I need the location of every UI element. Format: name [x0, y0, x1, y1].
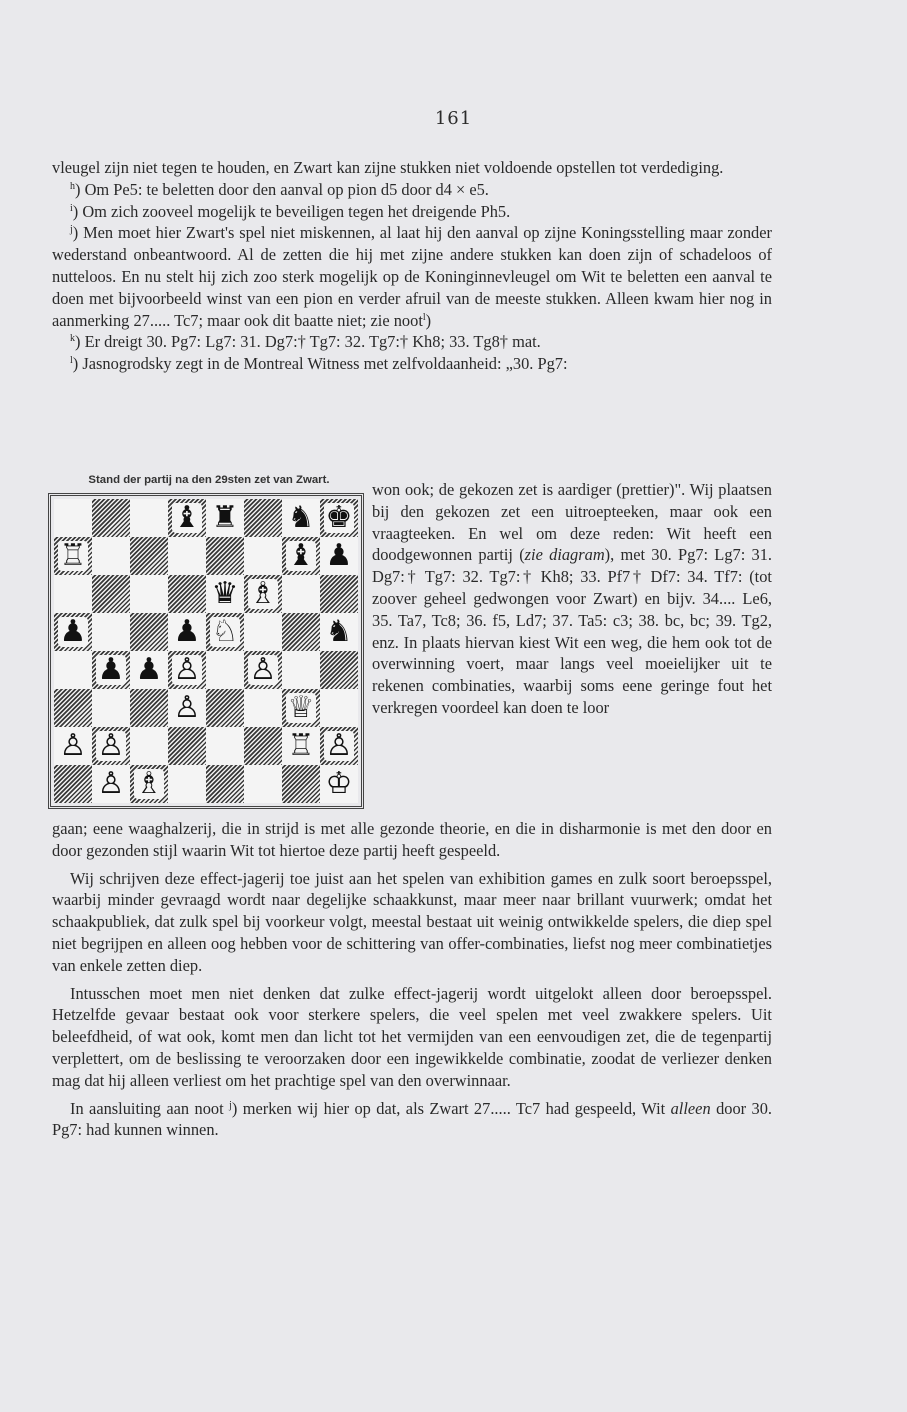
chess-piece: ♗ [249, 576, 277, 611]
board-square [92, 765, 130, 803]
chess-piece: ♖ [287, 728, 315, 763]
note-i: $^i$) Om zich zooveel mogelijk te beveiligen tegen het dreigende Ph5. [70, 201, 511, 221]
board-square [54, 727, 92, 765]
chess-piece: ♙ [97, 728, 125, 763]
paragraph: vleugel zijn niet tegen te houden, en Zwart kan zijne stukken niet voldoende opstellen tot verdediging. [52, 158, 724, 177]
chess-piece: ♟ [325, 538, 353, 573]
chess-piece: ♚ [325, 500, 353, 535]
diagram-caption: Stand der partij na den 29sten zet van Zwart. [88, 474, 330, 486]
board-square [244, 765, 282, 803]
chess-piece: ♞ [325, 614, 353, 649]
page-number: 161 [434, 108, 473, 129]
chess-piece: ♖ [59, 538, 87, 573]
paragraph: gaan; eene waaghalzerij, die in strijd is met alle gezonde theorie, en die in disharmonie is met den door en door gezonden stijl waarin Wit tot hiertoe deze partij heeft gespeeld. [52, 819, 772, 860]
chess-piece: ♛ [211, 576, 239, 611]
chess-piece: ♙ [249, 652, 277, 687]
chess-piece: ♜ [211, 500, 239, 535]
chess-piece: ♕ [287, 690, 315, 725]
board-square [206, 727, 244, 765]
board-square [206, 765, 244, 803]
board-square [130, 765, 168, 803]
note-h: $^h$) Om Pe5: te beletten door den aanval op pion d5 door d4 × e5. [70, 179, 489, 199]
chess-piece: ♗ [135, 766, 163, 801]
chess-piece: ♟ [97, 652, 125, 687]
chess-piece: ♙ [173, 652, 201, 687]
body-text-wrap [52, 479, 772, 719]
chess-piece: ♝ [173, 500, 201, 535]
chess-piece: ♟ [59, 614, 87, 649]
board-square [130, 727, 168, 765]
board-square [244, 727, 282, 765]
chess-piece: ♔ [325, 766, 353, 801]
chess-piece: ♟ [135, 652, 163, 687]
chess-piece: ♙ [325, 728, 353, 763]
paragraph: Intusschen moet men niet denken dat zulke effect-jagerij wordt uitgelokt alleen door beroepsspel. Hetzelfde gevaar bestaat ook voor sterkere spelers, die veel spelen met veel zwakkere spelers. Uit beleefdheid, of wat ook, komt men dan licht tot het vermijden van een eenvoudigen zet, die de tegenpartij verplettert, om de beslissing te veroorzaken door een ingewikkelde combinatie, zoodat de verliezer denken mag dat hij alleen verliest om het prachtige spel van den overwinnaar. [52, 983, 772, 1090]
body-text-bottom [52, 818, 772, 1141]
board-square [320, 727, 358, 765]
board-square [92, 727, 130, 765]
note-l: $^l$) Jasnogrodsky zegt in de Montreal Witness met zelfvoldaanheid: „30. Pg7: [70, 354, 568, 374]
paragraph: In aansluiting aan noot $^j$) merken wij hier op dat, als Zwart 27..... Tc7 had gespeeld, Wit alleen door 30. Pg7: had kunnen winnen. [52, 1098, 772, 1140]
board-square [320, 765, 358, 803]
chess-piece: ♟ [173, 614, 201, 649]
paragraph-beside-diagram: won ook; de gekozen zet is aardiger (prettier)". Wij plaatsen bij den gekozen zet een uitroepteeken, maar ook een vraagteeken. En wel om deze reden: Wit heeft een doodgewonnen partij (zie diagram), met 30. Pg7: Lg7: 31. Dg7:† Tg7: 32. Tg7:† Kh8; 33. Pf7† Df7: 34. Tf7: (tot zoover geheel gedwongen voor Zwart) en bijv. 34.... Le6, 35. Ta7, Tc8; 36. f5, Ld7; 37. Ta5: c3; 38. bc, bc; 39. Tg2, enz. In plaats hiervan kiest Wit een weg, die hem ook tot de overwinning voert, maar langs veel moeielijker uit te rekenen combinaties, waarbij soms eene geringe fout het verkregen voordeel kan doen te loor [372, 480, 772, 717]
body-text-top [52, 157, 772, 375]
paragraph: Wij schrijven deze effect-jagerij toe juist aan het spelen van exhibition games en zulk soort beroepsspel, waarbij minder gevraagd wordt naar degelijke schaakkunst, maar meer naar brillant vuurwerk; omdat het schaakpubliek, dat zulk spel bij voorkeur volgt, meestal bestaat uit weinig ontwikkelde spelers, die diep spel niet begrijpen en alleen oog hebben voor de schittering van offer-combinaties, liefst nog meer combinatietjes van enkele zetten diep. [52, 868, 772, 975]
chess-piece: ♝ [287, 538, 315, 573]
board-square [282, 765, 320, 803]
board-square [168, 727, 206, 765]
note-k: $^k$) Er dreigt 30. Pg7: Lg7: 31. Dg7:† Tg7: 32. Tg7:† Kh8; 33. Tg8† mat. [70, 332, 541, 352]
board-square [168, 765, 206, 803]
note-j: $^j$) Men moet hier Zwart's spel niet miskennen, al laat hij den aanval op zijne Koningsstelling maar zonder wederstand onbeantwoord. Al de zetten die hij met zijne andere stukken kan doen zijn of schadeloos of nutteloos. En nu stelt hij zich zoo sterk mogelijk op de Koninginnevleugel om Wit te beletten een aanval te doen met bijvoorbeeld winst van een pion en verder afruil van de meeste stukken. Alleen kwam hier nog in aanmerking 27..... Tc7; maar ook dit baatte niet; zie noot$^l$) [52, 223, 772, 330]
chess-piece: ♙ [59, 728, 87, 763]
chess-piece: ♙ [97, 766, 125, 801]
chess-piece: ♙ [173, 690, 201, 725]
chess-piece: ♞ [287, 500, 315, 535]
chess-piece: ♘ [211, 614, 239, 649]
board-square [54, 765, 92, 803]
board-square [282, 727, 320, 765]
